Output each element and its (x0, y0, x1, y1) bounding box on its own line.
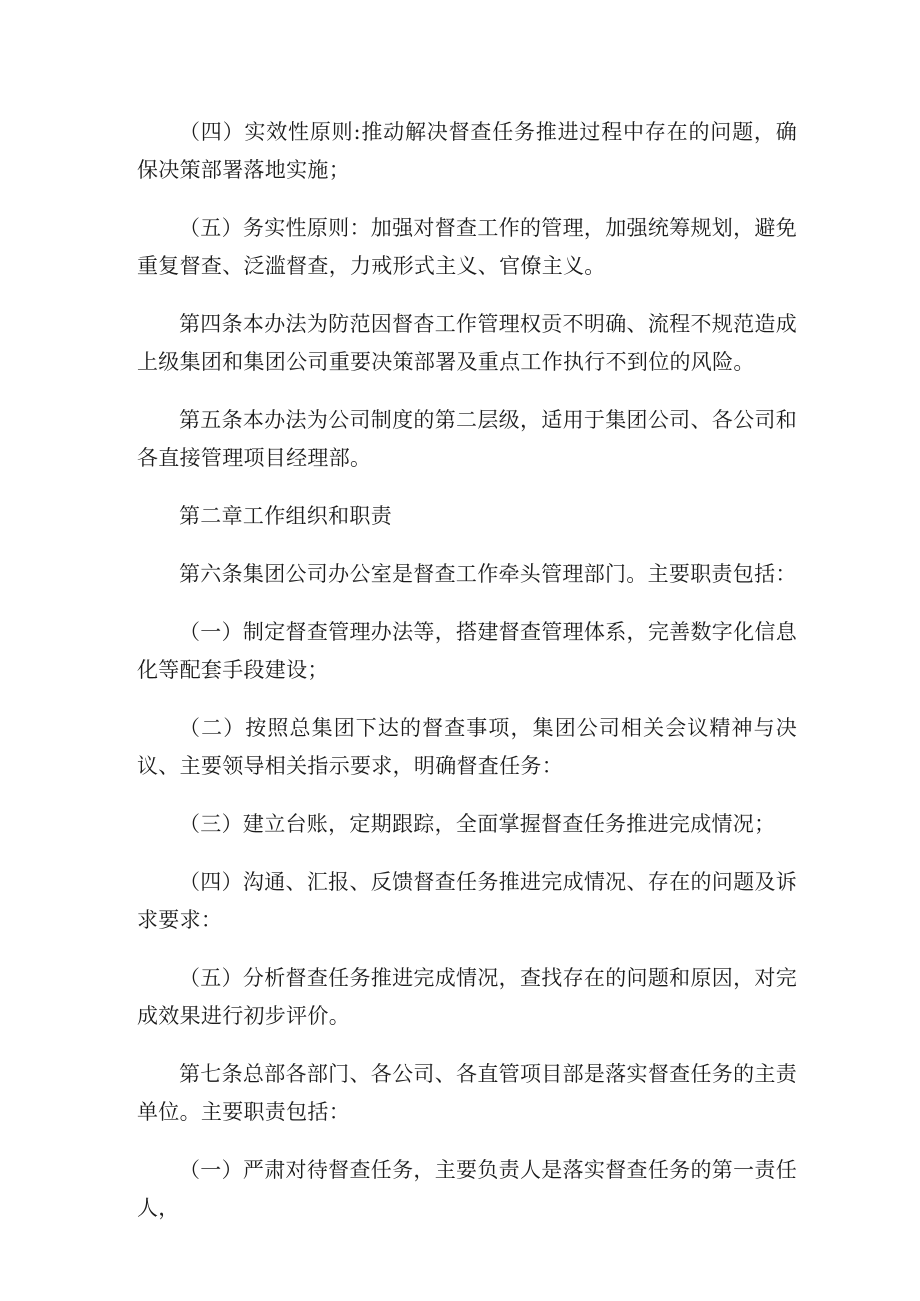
paragraph-article-7: 第七条总部各部门、各公司、各直管项目部是落实督查任务的主责单位。主要职责包括： (137, 1062, 797, 1124)
paragraph-article-6: 第六条集团公司办公室是督查工作牵头管理部门。主要职责包括： (179, 562, 797, 586)
paragraph-article-6-item-1: （一）制定督查管理办法等，搭建督查管理体系，完善数字化信息化等配套手段建设； (137, 620, 797, 682)
chapter-2-heading: 第二章工作组织和职责 (179, 504, 392, 528)
paragraph-principle-5-practicality: （五）务实性原则：加强对督查工作的管理，加强统筹规划，避免重复督查、泛滥督查，力戒形式主义、官僚主义。 (137, 216, 797, 278)
paragraph-article-6-item-2: （二）按照总集团下达的督查事项，集团公司相关会议精神与决议、主要领导相关指示要求，明确督査任务： (137, 716, 797, 778)
paragraph-article-7-item-1: （一）严肃对待督查任务，主要负责人是落实督查任务的第一责任人， (137, 1158, 797, 1220)
document-body (137, 113, 797, 1247)
paragraph-article-5: 第五条本办法为公司制度的第二层级，适用于集团公司、各公司和各直接管理项目经理部。 (137, 408, 797, 470)
paragraph-article-4: 第四条本办法为防范因督杳工作管理权贡不明确、流程不规范造成上级集团和集团公司重要决策部署及重点工作执行不到位的风险。 (137, 312, 797, 374)
paragraph-principle-4-effectiveness: （四）实效性原则:推动解决督查任务推进过程中存在的问题，确保决策部署落地实施； (137, 120, 797, 182)
paragraph-article-6-item-4: （四）沟通、汇报、反馈督查任务推进完成情况、存在的问题及诉求要求： (137, 870, 797, 932)
paragraph-article-6-item-5: （五）分析督查任务推进完成情况，查找存在的问题和原因，对完成效果进行初步评价。 (137, 966, 797, 1028)
paragraph-article-6-item-3: （三）建立台账，定期跟踪，全面掌握督查任务推进完成情况； (179, 812, 776, 836)
